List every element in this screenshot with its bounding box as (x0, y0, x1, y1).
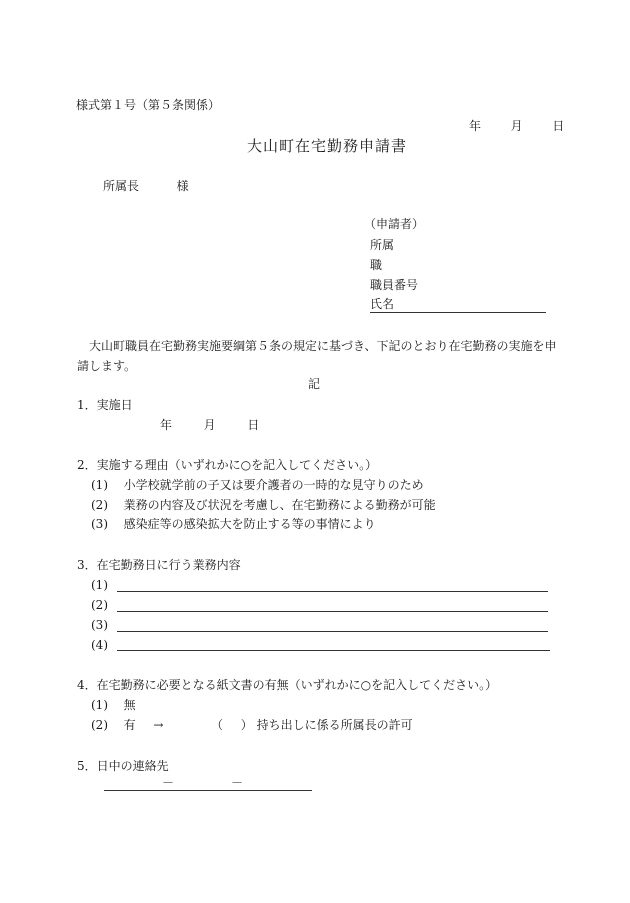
contact-dash-1: － (162, 776, 175, 790)
section1-year-label: 年 (160, 418, 173, 432)
section2-item-text: 業務の内容及び状況を考慮し、在宅勤務による勤務が可能 (123, 498, 436, 512)
section2-item-number: (1) (91, 478, 108, 492)
page-title: 大山町在宅勤務申請書 (247, 137, 408, 155)
date-month-label: 月 (510, 119, 523, 133)
addressee (103, 179, 189, 193)
addressee-label: 所属長 (103, 179, 140, 193)
section1-day-label: 日 (247, 418, 260, 432)
section4-item-number: (2) (91, 718, 108, 732)
section2-item (91, 498, 436, 512)
intro-line-1: 大山町職員在宅勤務実施要綱第５条の規定に基づき、下記のとおり在宅勤務の実施を申 (89, 339, 557, 353)
section4-item-number: (1) (91, 698, 108, 712)
section3-item-number: (3) (91, 618, 108, 632)
date-day-label: 日 (552, 119, 565, 133)
section2-item-text: 感染症等の感染拡大を防止する等の事情により (123, 517, 376, 531)
applicant-name-underline (370, 312, 546, 313)
section3-item-number: (2) (91, 598, 108, 612)
applicant-employee-number-label: 職員番号 (370, 278, 419, 292)
date-header (469, 119, 564, 133)
section1-heading: 1．実施日 (77, 398, 133, 412)
section3-line (117, 631, 548, 632)
section1-date (160, 418, 259, 432)
section2-heading: 2．実施する理由（いずれかに○を記入してください。） (77, 458, 378, 472)
section4-item-text: 有 (123, 718, 136, 732)
permission-text: 持ち出しに係る所属長の許可 (256, 718, 413, 732)
applicant-name-label: 氏名 (370, 297, 395, 311)
section3-line (117, 650, 550, 651)
form-number: 様式第１号（第５条関係） (76, 98, 221, 112)
arrow-icon: → (153, 718, 164, 732)
section2-item (91, 478, 424, 492)
section4-item-none (91, 698, 136, 712)
paren-close: ） (240, 718, 253, 732)
section4-heading: 4．在宅勤務に必要となる紙文書の有無（いずれかに○を記入してください。） (77, 678, 498, 692)
section3-item-number: (4) (91, 638, 108, 652)
section2-item-number: (2) (91, 498, 108, 512)
paren-open: （ (211, 718, 224, 732)
section2-item-text: 小学校就学前の子又は要介護者の一時的な見守りのため (123, 478, 424, 492)
section5-heading: 5．日中の連絡先 (77, 759, 169, 773)
intro-line-2: 請します。 (77, 359, 137, 373)
section1-month-label: 月 (203, 418, 216, 432)
applicant-heading: （申請者） (364, 217, 425, 231)
section3-line (117, 611, 548, 612)
section4-item-text: 無 (123, 698, 136, 712)
section3-line (117, 591, 548, 592)
ki-label: 記 (308, 377, 321, 391)
contact-dash-2: － (231, 776, 244, 790)
date-year-label: 年 (469, 119, 482, 133)
section3-heading: 3．在宅勤務日に行う業務内容 (77, 558, 241, 572)
section3-item-number: (1) (91, 578, 108, 592)
applicant-department-label: 所属 (370, 238, 395, 252)
contact-underline (104, 790, 312, 791)
addressee-honorific: 様 (176, 179, 189, 193)
section2-item-number: (3) (91, 517, 108, 531)
section4-item-yes (91, 718, 413, 732)
applicant-position-label: 職 (370, 258, 383, 272)
section2-item (91, 517, 376, 531)
